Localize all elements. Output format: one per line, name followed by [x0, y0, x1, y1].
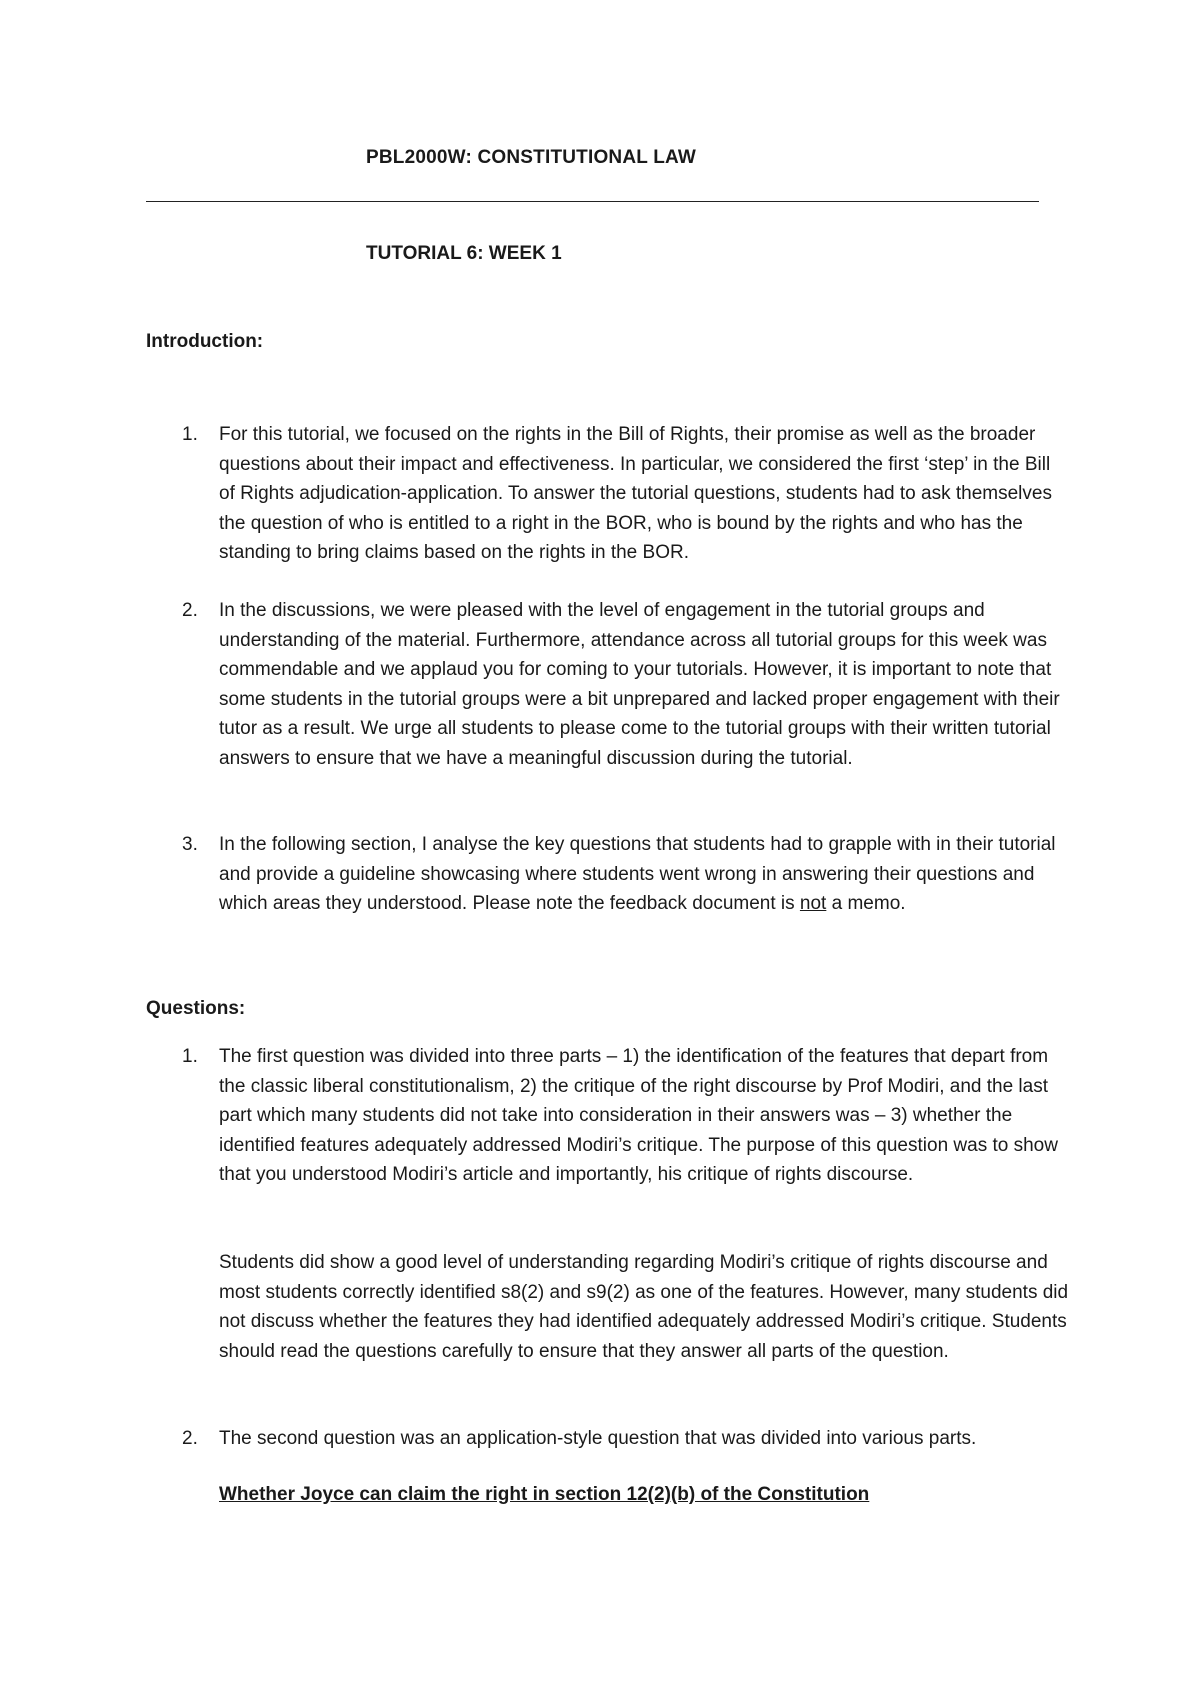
list-item-text: The first question was divided into three parts – 1) the identification of the features that depart from the classic liberal constitutionalism, 2) the critique of the right discourse by Prof Modiri, and the last part which many students did not take into consideration in their answers was – 3) whether the identified features adequately addressed Modiri’s critique. The purpose of this question was to show that you understood Modiri’s article and importantly, his critique of rights discourse.: [219, 1046, 1058, 1185]
section-subheading: Whether Joyce can claim the right in section 12(2)(b) of the Constitution: [219, 1484, 870, 1505]
text-after: a memo.: [826, 893, 906, 914]
underlined-not: not: [799, 893, 827, 914]
introduction-item-1: [146, 420, 1066, 568]
title-divider: [146, 201, 1039, 202]
questions-heading: Questions:: [146, 998, 246, 1019]
list-number: 1.: [182, 1046, 198, 1067]
list-number: 2.: [182, 1428, 198, 1449]
tutorial-title: TUTORIAL 6: WEEK 1: [366, 243, 562, 264]
introduction-item-3: [146, 830, 1066, 919]
list-item-text: For this tutorial, we focused on the rights in the Bill of Rights, their promise as well as the broader questions about their impact and effectiveness. In particular, we considered the first ‘step’ in the Bill of Rights adjudication-application. To answer the tutorial questions, students had to ask themselves the question of who is entitled to a right in the BOR, who is bound by the rights and who has the standing to bring claims based on the rights in the BOR.: [219, 424, 1052, 563]
question-item-2: [146, 1424, 1066, 1454]
list-item-text: [219, 830, 1066, 919]
introduction-heading: Introduction:: [146, 331, 264, 352]
introduction-item-2: [146, 596, 1066, 773]
list-number: 1.: [182, 424, 198, 445]
question-1-followup: Students did show a good level of understanding regarding Modiri’s critique of rights discourse and most students correctly identified s8(2) and s9(2) as one of the features. However, many students did not discuss whether the features they had identified adequately addressed Modiri’s critique. Students should read the questions carefully to ensure that they answer all parts of the question.: [219, 1252, 1069, 1362]
course-title: PBL2000W: CONSTITUTIONAL LAW: [366, 147, 697, 168]
list-number: 2.: [182, 600, 198, 621]
list-number: 3.: [182, 834, 198, 855]
list-item-text: In the discussions, we were pleased with the level of engagement in the tutorial groups and understanding of the material. Furthermore, attendance across all tutorial groups for this week was commendable and we applaud you for coming to your tutorials. However, it is important to note that some students in the tutorial groups were a bit unprepared and lacked proper engagement with their tutor as a result. We urge all students to please come to the tutorial groups with their written tutorial answers to ensure that we have a meaningful discussion during the tutorial.: [219, 600, 1060, 769]
text-before: In the following section, I analyse the key questions that students had to grapple with in their tutorial and provide a guideline showcasing where students went wrong in answering their questions and which areas they understood. Please note the feedback document is: [219, 834, 1056, 914]
list-item-text: The second question was an application-style question that was divided into various parts.: [219, 1428, 977, 1449]
question-item-1: [146, 1042, 1066, 1190]
